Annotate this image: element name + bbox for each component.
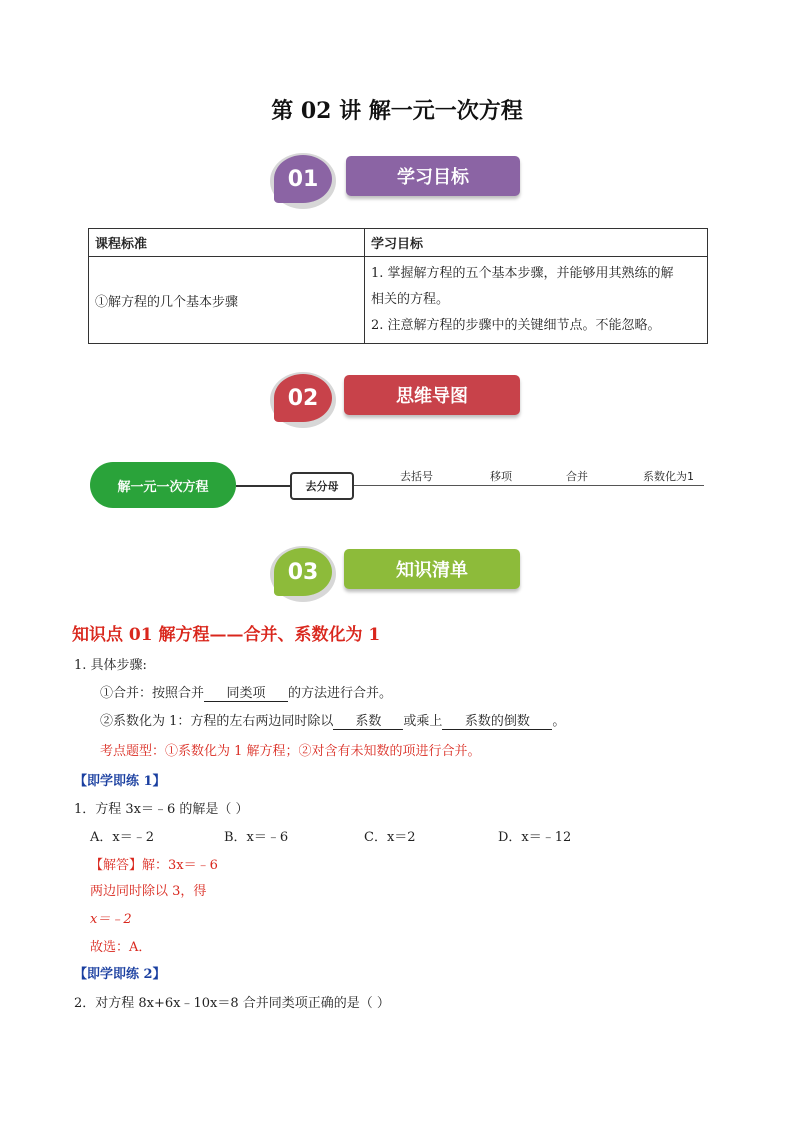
answer-line-2: 两边同时除以 3，得 [90,884,207,899]
section-number-badge: 03 [274,548,332,596]
option-c: C．x＝2 [364,830,416,845]
option-a: A．x＝﹣2 [90,830,154,845]
option-d: D．x＝﹣12 [498,830,572,845]
mindmap-step: 去括号 [400,470,433,483]
knowledge-point-title: 知识点 01 解方程——合并、系数化为 1 [72,625,381,645]
merge-prefix: ①合并：按照合并 [100,686,205,701]
mindmap-first-step: 去分母 [290,472,354,500]
answer-tag: 【解答】 [90,858,143,873]
merge-suffix: 的方法进行合并。 [288,686,393,701]
answer-line-1 [90,854,218,873]
practice-1-label: 【即学即练 1】 [74,774,166,789]
coefficient-mid: 或乘上 [403,714,443,729]
table-cell-standard: ①解方程的几个基本步骤 [89,257,365,344]
merge-blank: 同类项 [204,682,288,702]
table-header-row [89,229,708,257]
section-label-bar: 思维导图 [344,375,520,415]
mindmap-step: 合并 [566,470,588,483]
answer-line-4: 故选：A． [90,940,152,955]
table-cell-goals [365,257,708,344]
practice-2-question: 2．对方程 8x+6x﹣10x＝8 合并同类项正确的是（ ） [74,996,390,1011]
section-label-bar: 知识清单 [344,549,520,589]
option-b: B．x＝﹣6 [224,830,289,845]
steps-heading: 1. 具体步骤: [74,658,147,673]
answer-text: 解：3x＝﹣6 [142,858,218,873]
section-number-badge: 01 [274,155,332,203]
mindmap-step: 移项 [490,470,512,483]
table-header-goals: 学习目标 [365,229,708,257]
table-row [89,257,708,344]
practice-2-label: 【即学即练 2】 [74,967,166,982]
table-header-standard: 课程标准 [89,229,365,257]
mindmap-connector [236,485,290,487]
merge-step [100,682,392,702]
coefficient-blank: 系数 [333,710,403,730]
mindmap-step: 系数化为1 [643,470,694,483]
goals-table [88,228,708,344]
goal-line: 相关的方程。 [371,292,450,307]
answer-line-3: x＝﹣2 [90,912,132,927]
section-label-bar: 学习目标 [346,156,520,196]
coefficient-step [100,710,565,730]
practice-1-question: 1．方程 3x＝﹣6 的解是（ ） [74,802,249,817]
mindmap-root: 解一元一次方程 [90,462,236,508]
coefficient-prefix: ②系数化为 1：方程的左右两边同时除以 [100,714,334,729]
section-number-badge: 02 [274,374,332,422]
mindmap-step-line [354,485,704,486]
goal-line: 2. 注意解方程的步骤中的关键细节点。不能忽略。 [371,318,661,333]
goal-line: 1. 掌握解方程的五个基本步骤，并能够用其熟练的解 [371,266,674,281]
coefficient-reciprocal-blank: 系数的倒数 [442,710,552,730]
coefficient-suffix: 。 [552,714,566,729]
page-title: 第 02 讲 解一元一次方程 [271,98,523,124]
exam-types: 考点题型：①系数化为 1 解方程；②对含有未知数的项进行合并。 [100,744,481,759]
